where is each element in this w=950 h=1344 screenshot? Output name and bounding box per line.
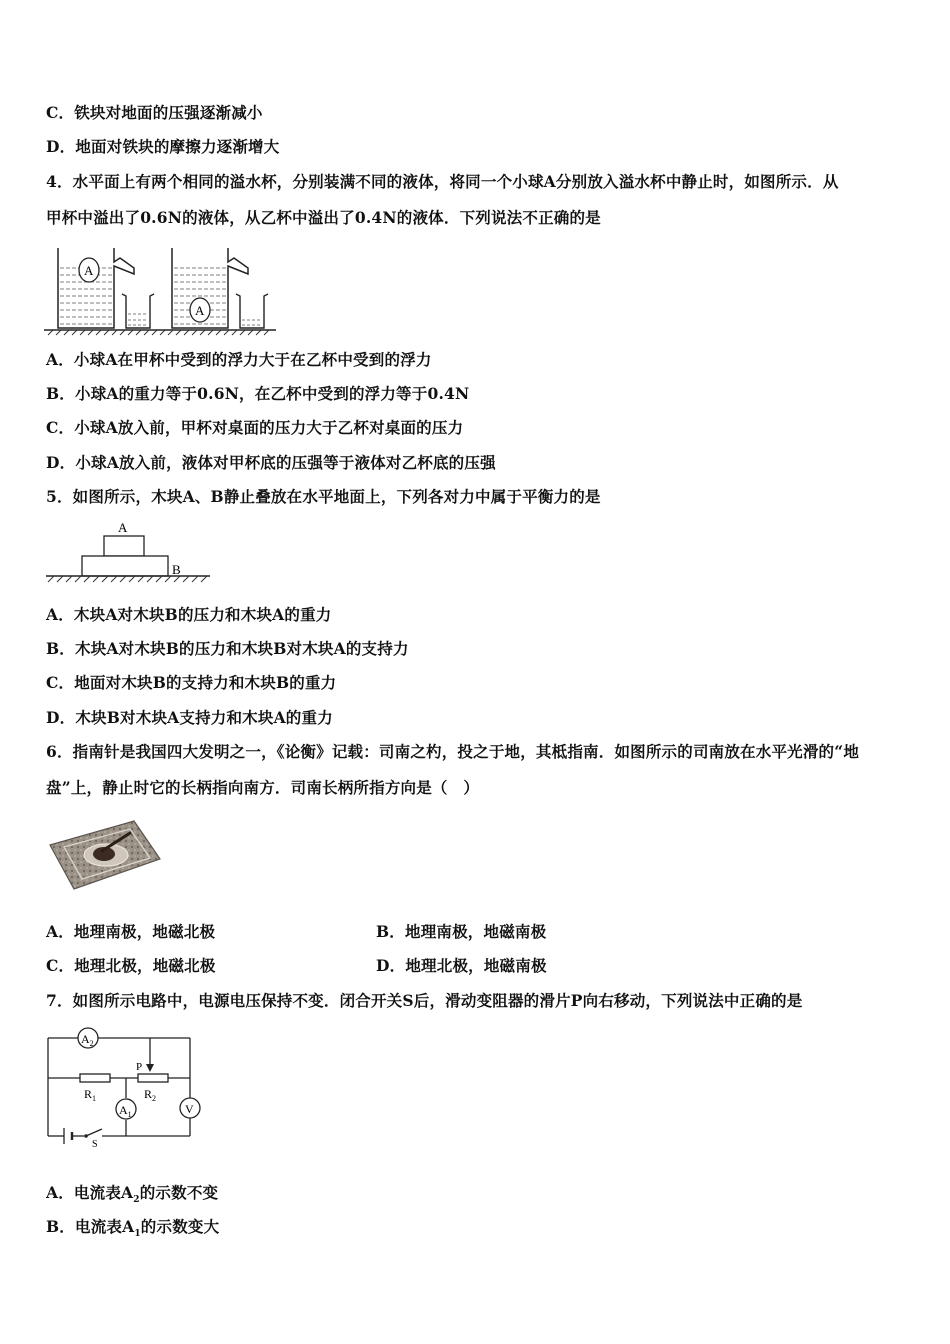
q7-label-r1: $R_1$ [84,1087,97,1103]
q5-stacked-blocks-figure [44,518,216,586]
q4-stem-line-1: 4．水平面上有两个相同的溢水杯，分别装满不同的液体，将同一个小球A分别放入溢水杯中静止时，如图所示．从 [46,172,839,191]
q7-slider-arrow [146,1064,154,1072]
q7-switch-blade [86,1129,102,1136]
q4-beaker-jia [122,294,154,328]
q4-option-b: B．小球A的重力等于0.6N，在乙杯中受到的浮力等于0.4N [46,384,470,403]
q5-label-a: A [118,520,128,535]
q7-label-s: S [92,1139,98,1148]
q7-label-r2: $R_2$ [144,1087,157,1103]
q7-circuit-wires [48,1038,190,1136]
q5-stem: 5．如图所示，木块A、B静止叠放在水平地面上，下列各对力中属于平衡力的是 [46,487,601,506]
q6-stem-line-2: 盘”上，静止时它的长柄指向南方．司南长柄所指方向是（ ） [46,778,480,797]
q4-cup-yi [172,248,248,328]
q4-option-a: A．小球A在甲杯中受到的浮力大于在乙杯中受到的浮力 [46,350,432,369]
q5-block-b [82,556,168,576]
q5-option-a: A．木块A对木块B的压力和木块A的重力 [46,605,332,624]
q6-option-b: B．地理南极，地磁南极 [376,922,547,941]
q7-option-b: B．电流表$A_1$的示数变大 [46,1217,220,1240]
q7-resistor-r1 [80,1074,110,1082]
q4-cup-jia [58,248,134,328]
q6-option-c: C．地理北极，地磁北极 [46,956,216,975]
q7-stem: 7．如图所示电路中，电源电压保持不变．闭合开关S后，滑动变阻器的滑片P向右移动，下列说法中正确的是 [46,991,803,1010]
q3-option-c: C．铁块对地面的压强逐渐减小 [46,103,263,122]
q5-option-d: D．木块B对木块A支持力和木块A的重力 [46,708,333,727]
q7-option-a: A．电流表$A_2$的示数不变 [46,1183,219,1206]
q5-label-b: B [172,562,181,577]
q4-option-d: D．小球A放入前，液体对甲杯底的压强等于液体对乙杯底的压强 [46,453,496,472]
q6-option-d: D．地理北极，地磁南极 [376,956,547,975]
q7-label-p: P [136,1061,143,1073]
q7-rheostat-r2 [138,1074,168,1082]
q7-circuit-diagram [40,1024,212,1148]
q4-stem-line-2: 甲杯中溢出了0.6N的液体，从乙杯中溢出了0.4N的液体．下列说法不正确的是 [46,208,601,227]
q6-option-a: A．地理南极，地磁北极 [46,922,216,941]
q4-beaker-yi [236,294,268,328]
q5-option-c: C．地面对木块B的支持力和木块B的重力 [46,673,337,692]
q4-ball-label-jia: A [84,263,94,278]
q4-overflow-cups-figure [44,244,284,336]
q3-option-d: D．地面对铁块的摩擦力逐渐增大 [46,137,280,156]
q5-ground-hatch [48,576,207,582]
q4-ball-label-yi: A [195,303,205,318]
q5-block-a [104,536,144,556]
q5-option-b: B．木块A对木块B的压力和木块B对木块A的支持力 [46,639,409,658]
q6-stem-line-1: 6．指南针是我国四大发明之一，《论衡》记载：司南之杓，投之于地，其柢指南．如图所示的司南放在水平光滑的“地 [46,742,860,761]
q6-sinan-compass-figure [46,815,164,893]
q7-label-a2: $A_2$ [81,1032,94,1048]
q7-label-v: V [185,1102,194,1116]
q7-label-a1: $A_1$ [119,1103,132,1119]
q4-option-c: C．小球A放入前，甲杯对桌面的压力大于乙杯对桌面的压力 [46,418,464,437]
